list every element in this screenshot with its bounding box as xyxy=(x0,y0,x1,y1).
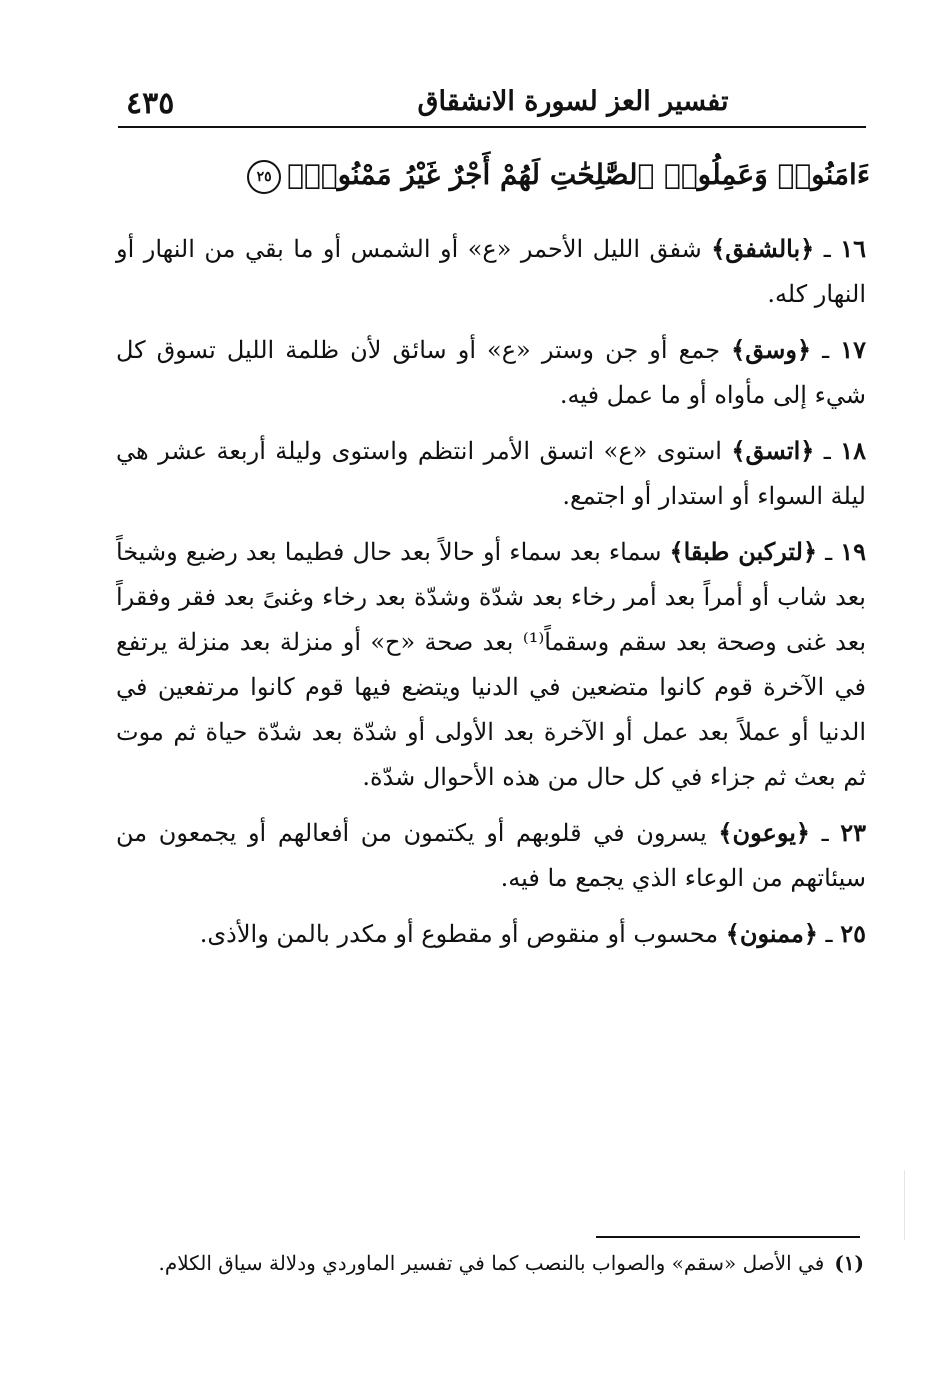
entry-number: ١٦ xyxy=(840,234,866,263)
page-number: ٤٣٥ xyxy=(126,86,175,121)
footnote-text: في الأصل «سقم» والصواب بالنصب كما في تفسير الماوردي ودلالة سياق الكلام. xyxy=(158,1251,825,1275)
close-bracket: ﴾ xyxy=(669,537,684,566)
entry-number: ٢٣ xyxy=(840,818,866,847)
open-bracket: ﴿ xyxy=(803,919,818,948)
entry-separator: ـ xyxy=(821,819,829,847)
entry-number: ١٨ xyxy=(840,436,866,465)
entry-separator: ـ xyxy=(823,235,831,263)
open-bracket: ﴿ xyxy=(802,537,818,566)
entry-number: ١٩ xyxy=(840,537,866,566)
entry-text: محسوب أو منقوص أو مقطوع أو مكدر بالمن والأذى. xyxy=(199,920,719,948)
commentary-entry-17 xyxy=(116,327,866,418)
close-bracket: ﴾ xyxy=(711,234,726,263)
entry-separator: ـ xyxy=(825,920,833,948)
footnote-rule xyxy=(596,1236,860,1238)
header-rule xyxy=(118,126,866,128)
commentary-entry-25 xyxy=(116,911,866,957)
entry-term: اتسق xyxy=(745,436,801,465)
entry-text: شفق الليل الأحمر «ع» أو الشمس أو ما بقي من النهار أو النهار كله. xyxy=(116,235,866,308)
open-bracket: ﴿ xyxy=(795,818,810,847)
open-bracket: ﴿ xyxy=(800,436,815,465)
running-title: تفسير العز لسورة الانشقاق xyxy=(417,86,729,117)
close-bracket: ﴾ xyxy=(731,436,746,465)
page-header xyxy=(118,78,866,128)
entry-text: جمع أو جن وستر «ع» أو سائق لأن ظلمة الليل تسوق كل شيء إلى مأواه أو ما عمل فيه. xyxy=(116,336,866,409)
close-bracket: ﴾ xyxy=(731,335,746,364)
footnote-marker: (١) xyxy=(834,1251,864,1275)
quran-verse xyxy=(256,150,870,200)
commentary-body xyxy=(116,226,866,967)
verse-text: ءَامَنُوا۟ وَعَمِلُوا۟ ٱلصَّٰلِحَٰتِ لَهُمْ أَجْرٌ غَيْرُ مَمْنُونٍۭ xyxy=(287,158,870,191)
entry-term: يوعون xyxy=(732,818,796,847)
entry-number: ١٧ xyxy=(840,335,866,364)
open-bracket: ﴿ xyxy=(796,335,812,364)
entry-term: ممنون xyxy=(739,919,804,948)
close-bracket: ﴾ xyxy=(725,919,740,948)
entry-term: وسق xyxy=(745,335,797,364)
scan-artifact-line xyxy=(904,1170,905,1240)
entry-separator: ـ xyxy=(823,437,831,465)
commentary-entry-16 xyxy=(116,226,866,317)
close-bracket: ﴾ xyxy=(718,818,733,847)
ayah-marker: ٢٥ xyxy=(247,160,281,194)
entry-text: سماء بعد سماء أو حالاً بعد حال فطيما بعد رضيع وشيخاً بعد شاب أو أمراً بعد أمر رخاء بعد شدّة وشدّة بعد رخاء وغنىً بعد فقر وفقراً بعد غنى وصحة بعد سقم وسقماً⁽¹⁾ بعد صحة «ح» أو منزلة بعد منزلة يرتفع في الآخرة قوم كانوا متضعين في الدنيا ويتضع فيها قوم كانوا مرتفعين في الدنيا أو عملاً بعد عمل أو الآخرة بعد الأولى أو شدّة بعد شدّة حياة ثم موت ثم بعث ثم جزاء في كل حال من هذه الأحوال شدّة. xyxy=(116,538,867,791)
entry-separator: ـ xyxy=(825,538,833,566)
entry-separator: ـ xyxy=(822,336,830,364)
entry-text: استوى «ع» اتسق الأمر انتظم واستوى وليلة أربعة عشر هي ليلة السواء أو استدار أو اجتمع. xyxy=(116,437,866,510)
footnote xyxy=(150,1248,864,1278)
entry-text: يسرون في قلوبهم أو يكتمون من أفعالهم أو يجمعون من سيئاتهم من الوعاء الذي يجمع ما فيه. xyxy=(116,819,866,892)
commentary-entry-23 xyxy=(116,810,866,901)
entry-number: ٢٥ xyxy=(840,919,866,948)
commentary-entry-19 xyxy=(116,529,866,800)
commentary-entry-18 xyxy=(116,428,866,519)
open-bracket: ﴿ xyxy=(800,234,815,263)
entry-term: لتركبن طبقا xyxy=(683,537,803,566)
entry-term: بالشفق xyxy=(725,234,801,263)
